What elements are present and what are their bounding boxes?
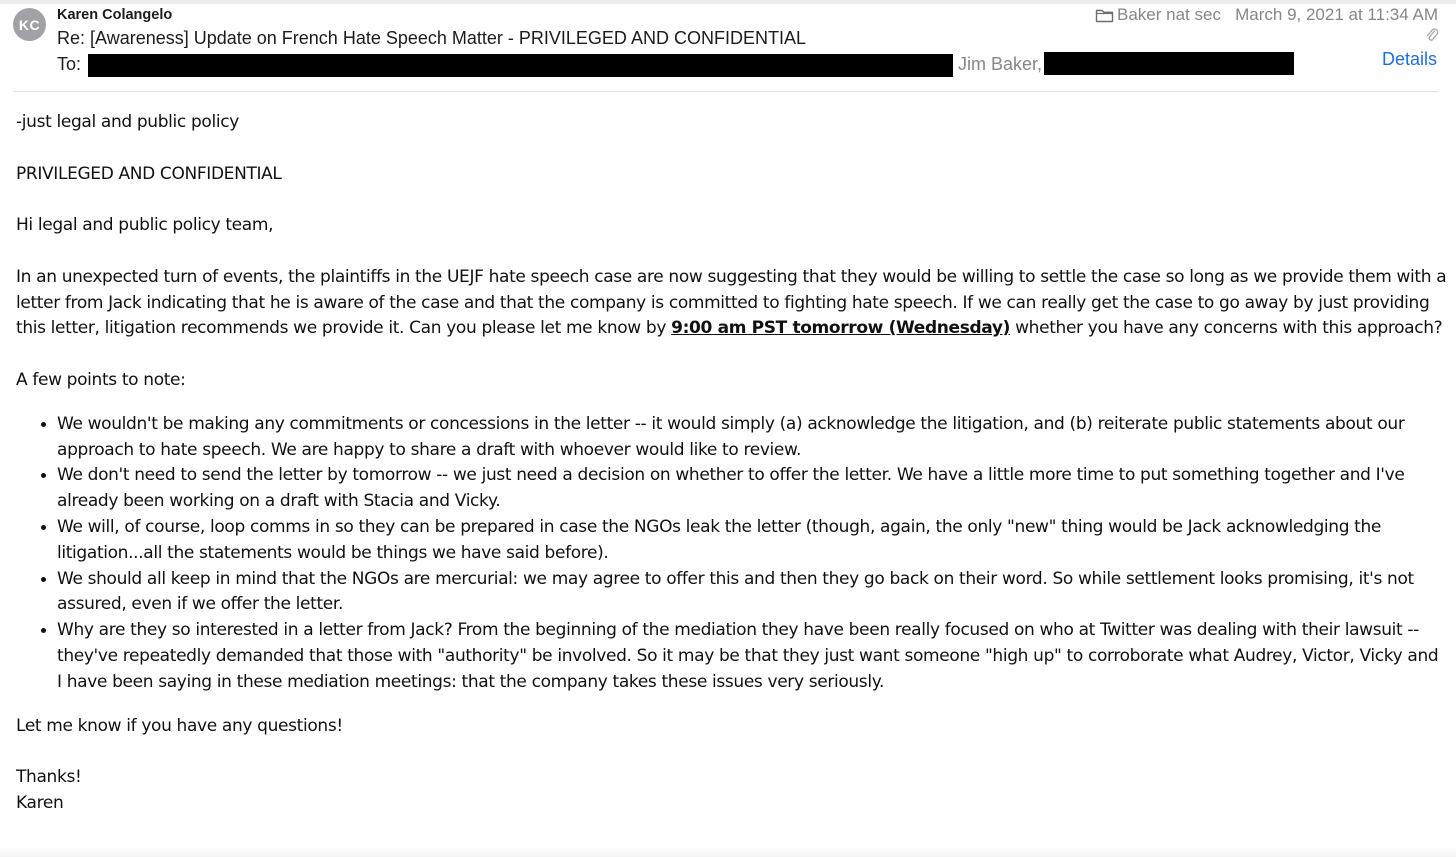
body-line-privileged: PRIVILEGED AND CONFIDENTIAL [16,163,282,184]
list-item: • We should all keep in mind that the NGOs are mercurial: we may agree to offer this and then they go back on their word. So while settlement looks promising, it's not assured, even if we offer the letter. [57,567,1448,619]
list-item: • We don't need to send the letter by tomorrow -- we just need a decision on whether to offer the letter. We have a little more time to put something together and I've already been working on a draft with Stacia and Vicky. [57,463,1448,515]
header-divider [13,91,1438,92]
sender-name: Karen Colangelo [57,7,173,23]
list-item: • We will, of course, loop comms in so they can be prepared in case the NGOs leak the letter (though, again, the only "new" thing would be Jack acknowledging the litigation...all the statements would be things we have said before). [57,515,1448,567]
list-item: • Why are they so interested in a letter from Jack? From the beginning of the mediation they have been really focused on who at Twitter was dealing with their lawsuit -- they've repeatedly demanded that those with "authority" be involved. So it may be that they just want someone "high up" to corroborate what Audrey, Victor, Vicky and I have been saying in these mediation meetings: that the company takes these issues very seriously. [57,618,1448,695]
points-intro: A few points to note: [16,369,186,390]
deadline-emphasis: 9:00 am PST tomorrow (Wednesday) [671,318,1011,339]
paragraph-text-start: In an unexpected turn of events, the plaintiffs in the UEJF hate speech case are now suggesting that they would be willing to settle the case so long as we provide them with a letter from Jack indicating that he is aware of the case and that the company is committed to fighting hate speech. If we can really get the case to go away by just providing this letter, litigation recommends we provide it. Can you please let me know by [16,266,1447,339]
points-list [16,412,1448,696]
body-paragraph-main [16,265,1448,342]
details-link[interactable]: Details [1381,49,1437,69]
body-greeting: Hi legal and public policy team, [16,215,274,236]
sender-avatar: KC [13,8,46,41]
folder-icon [1095,7,1114,23]
closing-question: Let me know if you have any questions! [16,715,343,736]
redacted-recipients-block-2 [1044,52,1294,75]
signature: Karen [16,792,64,813]
window-bottom-edge [0,847,1456,857]
body-line-audience: -just legal and public policy [16,112,239,132]
email-date: March 9, 2021 at 11:34 AM [1235,5,1438,24]
mailbox-location[interactable] [1095,5,1221,25]
to-label: To: [57,54,82,74]
mailbox-name: Baker nat sec [1117,5,1221,24]
window-top-edge [0,0,1456,4]
list-item: • We wouldn't be making any commitments or concessions in the letter -- it would simply (a) acknowledge the litigation, and (b) reiterate public statements about our approach to hate speech. We are happy to share a draft with whoever would like to review. [57,412,1448,464]
paragraph-text-end: whether you have any concerns with this approach? [1010,318,1443,339]
email-subject: Re: [Awareness] Update on French Hate Speech Matter - PRIVILEGED AND CONFIDENTIAL [57,28,806,48]
email-body [16,110,1448,817]
redacted-recipients-block [88,54,953,77]
signoff: Thanks! [16,767,82,788]
paperclip-icon [1425,27,1439,43]
recipient-jim-baker[interactable]: Jim Baker, [958,54,1043,74]
